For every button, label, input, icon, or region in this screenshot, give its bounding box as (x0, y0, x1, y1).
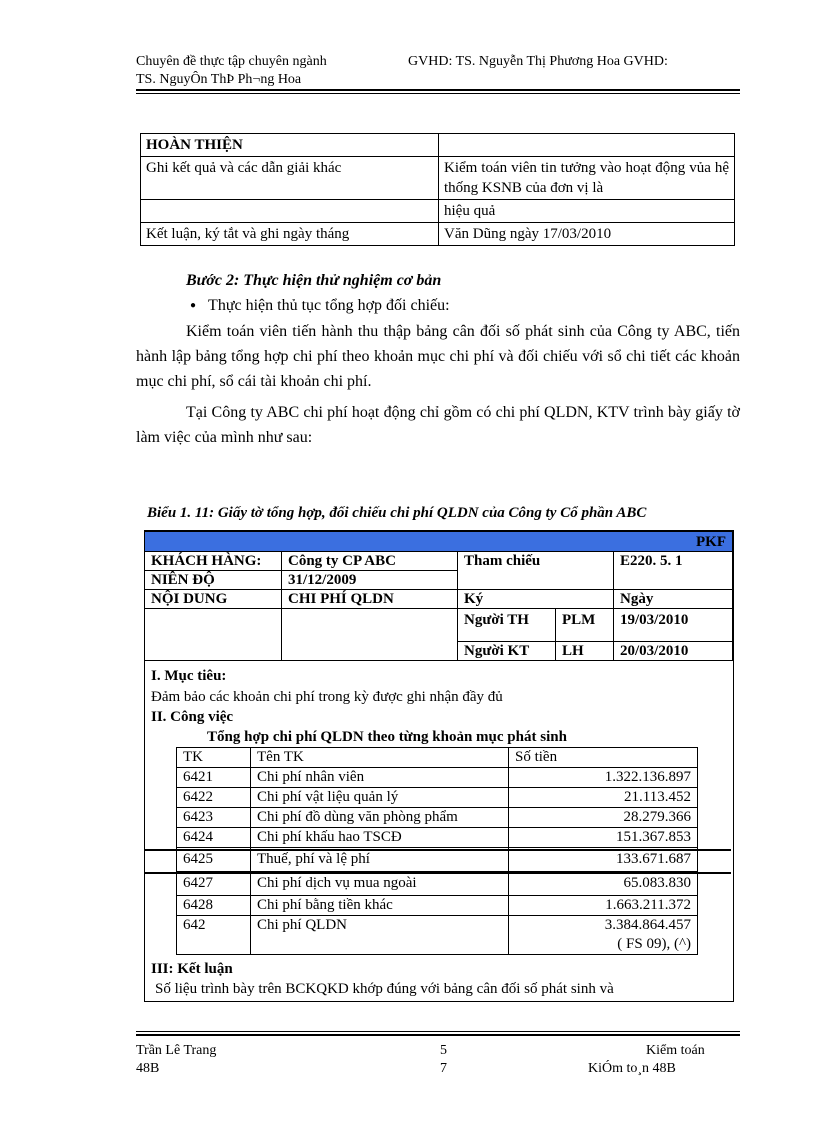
conclusion-title: III: Kết luận (151, 961, 233, 977)
table-row: 6422 Chi phí vật liệu quản lý 21.113.452 (177, 788, 698, 808)
page-number: 5 (440, 1043, 447, 1058)
table-row (141, 134, 735, 157)
header-advisor: GVHD: TS. Nguyễn Thị Phương Hoa GVHD: (408, 54, 668, 69)
total-note: ( FS 09), (^) (617, 936, 691, 952)
table-row: 6423 Chi phí đồ dùng văn phòng phẩm 28.279.366 (177, 808, 698, 828)
header-advisor-line2: TS. NguyÔn ThÞ Ph¬ng Hoa (136, 72, 302, 87)
bullet-icon: ● (190, 300, 197, 311)
reference-code: E220. 5. 1 (614, 552, 733, 590)
footer-rule (136, 1034, 740, 1036)
working-paper-header: PKF KHÁCH HÀNG: Công ty CP ABC Tham chiếu E220. 5. 1 NIÊN ĐỘ 31/12/2009 NỘI DUNG CHI PHÍ QLDN Ký Ngày Người TH PLM 19/03/2010 Người KT LH 20/03/2010 (144, 531, 733, 661)
table-header-row: TK Tên TK Số tiền (177, 748, 698, 768)
bullet-item: ● Thực hiện thủ tục tổng hợp đối chiếu: (190, 297, 450, 314)
table-row: 642 Chi phí QLDN 3.384.864.457 ( FS 09), (^) (177, 916, 698, 955)
figure-caption: Biểu 1. 11: Giấy tờ tổng hợp, đối chiếu chi phí QLDN của Công ty Cổ phần ABC (147, 505, 647, 521)
completion-title: HOÀN THIỆN (141, 134, 439, 157)
paragraph-2: Tại Công ty ABC chi phí hoạt động chỉ gồm có chi phí QLDN, KTV trình bày giấy tờ làm việc của mình như sau: (136, 404, 740, 446)
table-row: Ghi kết quả và các dẫn giải khác Kiểm toán viên tin tưởng vào hoạt động vủa hệ thống KSNB của đơn vị là (141, 157, 735, 200)
table-row: Kết luận, ký tắt và ghi ngày tháng Văn Dũng ngày 17/03/2010 (141, 223, 735, 246)
footer-class: 48B (136, 1061, 160, 1076)
footer-major: Kiểm toán (646, 1043, 705, 1058)
client-name: Công ty CP ABC (282, 552, 458, 571)
table-row: 6424 Chi phí khấu hao TSCĐ 151.367.853 (177, 828, 698, 848)
objective-text: Đảm bảo các khoản chi phí trong kỳ được ghi nhận đầy đủ (151, 689, 503, 705)
table-row: 6421 Chi phí nhân viên 1.322.136.897 (177, 768, 698, 788)
firm-logo: PKF (145, 532, 733, 552)
table-row: 6428 Chi phí bằng tiền khác 1.663.211.372 (177, 896, 698, 916)
header-rule-thin (136, 93, 740, 94)
row-divider (145, 872, 731, 874)
summary-title: Tổng hợp chi phí QLDN theo từng khoản mục phát sinh (207, 729, 567, 745)
page-number-alt: 7 (440, 1061, 447, 1076)
objective-title: I. Mục tiêu: (151, 668, 227, 684)
work-title: II. Công việc (151, 709, 234, 725)
table-row: 6427 Chi phí dịch vụ mua ngoài 65.083.830 (177, 872, 698, 896)
footer-rule-thin (136, 1031, 740, 1032)
table-row: hiệu quả (141, 200, 735, 223)
step-title: Bước 2: Thực hiện thử nghiệm cơ bản (186, 272, 442, 289)
header-rule (136, 89, 740, 91)
footer-major-alt: KiÓm to¸n 48B (588, 1061, 676, 1076)
expense-summary-table (176, 747, 698, 955)
row-divider (145, 849, 731, 851)
completion-table (140, 133, 735, 246)
conclusion-text: Số liệu trình bày trên BCKQKD khớp đúng với bảng cân đối số phát sinh và (155, 981, 614, 997)
paragraph-1: Kiểm toán viên tiến hành thu thập bảng cân đối số phát sinh của Công ty ABC, tiến hành lập bảng tổng hợp chi phí theo khoản mục chi phí và đối chiếu với sổ chi tiết các khoản mục chi phí, sổ cái tài khoản chi phí. (136, 323, 740, 390)
header-course: Chuyên đề thực tập chuyên ngành (136, 54, 327, 69)
table-row: 6425 Thuế, phí và lệ phí 133.671.687 (177, 848, 698, 872)
footer-author: Trần Lê Trang (136, 1043, 217, 1058)
